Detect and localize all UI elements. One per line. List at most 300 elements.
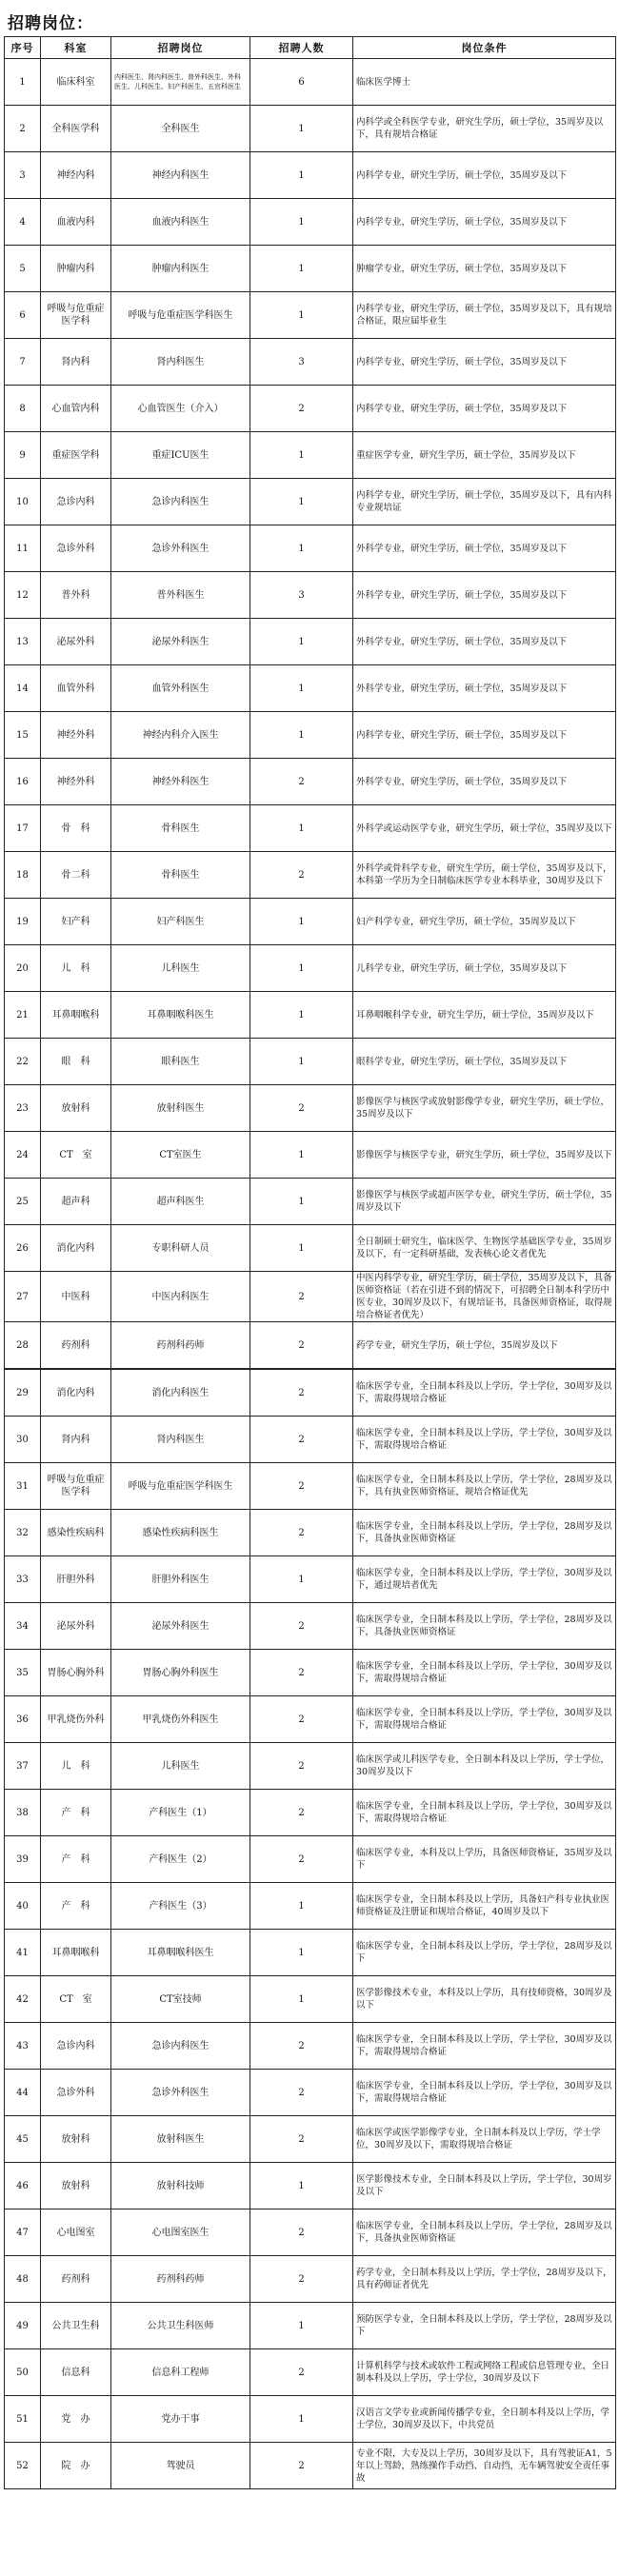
cell-count: 1 (250, 2163, 353, 2209)
cell-position: 普外科医生 (111, 572, 250, 619)
cell-requirement: 药学专业，全日制本科及以上学历，学士学位，28周岁及以下，具有药师证者优先 (353, 2256, 616, 2303)
cell-department: 公共卫生科 (41, 2303, 111, 2349)
cell-requirement: 内科学专业，研究生学历，硕士学位，35周岁及以下 (353, 152, 616, 199)
cell-position: 重症ICU医生 (111, 432, 250, 479)
cell-number: 7 (5, 339, 41, 386)
cell-department: 肿瘤内科 (41, 246, 111, 292)
cell-count: 1 (250, 199, 353, 246)
cell-department: 耳鼻咽喉科 (41, 1930, 111, 1976)
cell-count: 2 (250, 759, 353, 805)
cell-count: 2 (250, 1603, 353, 1650)
cell-requirement: 妇产科学专业，研究生学历，硕士学位，35周岁及以下 (353, 899, 616, 945)
cell-position: 信息科工程师 (111, 2349, 250, 2396)
cell-department: 普外科 (41, 572, 111, 619)
cell-number: 11 (5, 525, 41, 572)
table-row (5, 1510, 616, 1556)
cell-department: 产 科 (41, 1883, 111, 1930)
cell-position: 党办干事 (111, 2396, 250, 2443)
cell-department: 耳鼻咽喉科 (41, 992, 111, 1039)
cell-number: 13 (5, 619, 41, 665)
cell-position: 骨科医生 (111, 805, 250, 852)
cell-department: 临床科室 (41, 59, 111, 106)
cell-department: 信息科 (41, 2349, 111, 2396)
cell-requirement: 临床医学专业，全日制本科及以上学历，学士学位，30周岁及以下，通过规培者优先 (353, 1556, 616, 1603)
table-row (5, 1556, 616, 1603)
cell-requirement: 药学专业，研究生学历，硕士学位，35周岁及以下 (353, 1322, 616, 1370)
cell-count: 1 (250, 1930, 353, 1976)
cell-department: 骨 科 (41, 805, 111, 852)
cell-department: 肾内科 (41, 339, 111, 386)
cell-number: 44 (5, 2070, 41, 2116)
table-row (5, 1463, 616, 1510)
cell-count: 1 (250, 2396, 353, 2443)
table-header-row (5, 37, 616, 59)
cell-department: 妇产科 (41, 899, 111, 945)
table-row (5, 1976, 616, 2023)
cell-number: 29 (5, 1369, 41, 1417)
table-row (5, 1417, 616, 1463)
cell-department: 神经外科 (41, 759, 111, 805)
cell-requirement: 医学影像技术专业，本科及以上学历，具有技师资格，30周岁及以下 (353, 1976, 616, 2023)
table-body (5, 59, 616, 2489)
cell-number: 49 (5, 2303, 41, 2349)
cell-department: 心血管内科 (41, 386, 111, 432)
cell-number: 8 (5, 386, 41, 432)
cell-requirement: 医学影像技术专业，全日制本科及以上学历，学士学位，30周岁及以下 (353, 2163, 616, 2209)
cell-position: 儿科医生 (111, 945, 250, 992)
cell-number: 18 (5, 852, 41, 899)
cell-requirement: 临床医学专业，本科及以上学历，具备医师资格证，35周岁及以下 (353, 1836, 616, 1883)
cell-position: 感染性疾病科医生 (111, 1510, 250, 1556)
table-row (5, 2303, 616, 2349)
table-row (5, 525, 616, 572)
cell-position: 产科医生（2） (111, 1836, 250, 1883)
table-row (5, 152, 616, 199)
table-row (5, 2256, 616, 2303)
cell-count: 1 (250, 1556, 353, 1603)
table-row (5, 246, 616, 292)
cell-count: 1 (250, 432, 353, 479)
cell-position: 放射科技师 (111, 2163, 250, 2209)
cell-department: 消化内科 (41, 1369, 111, 1417)
cell-position: 血液内科医生 (111, 199, 250, 246)
table-row (5, 2209, 616, 2256)
cell-number: 42 (5, 1976, 41, 2023)
cell-requirement: 全日制硕士研究生，临床医学、生物医学基础医学专业，35周岁及以下，有一定科研基础，发表核心论文者优先 (353, 1225, 616, 1272)
table-row (5, 2023, 616, 2070)
cell-position: 超声科医生 (111, 1179, 250, 1225)
cell-count: 1 (250, 712, 353, 759)
cell-department: 放射科 (41, 1085, 111, 1132)
cell-requirement: 临床医学专业，全日制本科及以上学历，学士学位，28周岁及以下，具备执业医师资格证 (353, 1510, 616, 1556)
cell-position: 胃肠心胸外科医生 (111, 1650, 250, 1696)
cell-count: 2 (250, 852, 353, 899)
table-row (5, 712, 616, 759)
recruitment-table (4, 36, 616, 2489)
cell-department: 血液内科 (41, 199, 111, 246)
table-row (5, 1085, 616, 1132)
cell-requirement: 眼科学专业，研究生学历，硕士学位，35周岁及以下 (353, 1039, 616, 1085)
cell-department: 呼吸与危重症医学科 (41, 292, 111, 339)
cell-position: 消化内科医生 (111, 1369, 250, 1417)
cell-count: 2 (250, 2349, 353, 2396)
table-row (5, 1836, 616, 1883)
cell-count: 2 (250, 2209, 353, 2256)
cell-count: 2 (250, 1369, 353, 1417)
cell-position: CT室医生 (111, 1132, 250, 1179)
cell-department: 全科医学科 (41, 106, 111, 152)
table-row (5, 1696, 616, 1743)
cell-department: 神经外科 (41, 712, 111, 759)
cell-position: 心电图室医生 (111, 2209, 250, 2256)
cell-count: 1 (250, 619, 353, 665)
cell-department: 急诊外科 (41, 525, 111, 572)
cell-department: 儿 科 (41, 1743, 111, 1790)
cell-department: 泌尿外科 (41, 1603, 111, 1650)
cell-position: 放射科医生 (111, 2116, 250, 2163)
cell-department: 药剂科 (41, 1322, 111, 1370)
cell-number: 12 (5, 572, 41, 619)
cell-department: 心电图室 (41, 2209, 111, 2256)
cell-requirement: 临床医学专业，全日制本科及以上学历，学士学位，28周岁及以下 (353, 1930, 616, 1976)
cell-number: 4 (5, 199, 41, 246)
cell-position: 放射科医生 (111, 1085, 250, 1132)
cell-position: 甲乳烧伤外科医生 (111, 1696, 250, 1743)
cell-position: 肝胆外科医生 (111, 1556, 250, 1603)
cell-count: 3 (250, 339, 353, 386)
cell-number: 19 (5, 899, 41, 945)
cell-department: 急诊外科 (41, 2070, 111, 2116)
cell-count: 2 (250, 1743, 353, 1790)
cell-position: 产科医生（1） (111, 1790, 250, 1836)
cell-requirement: 汉语言文学专业或新闻传播学专业，全日制本科及以上学历，学士学位，30周岁及以下，中共党员 (353, 2396, 616, 2443)
cell-count: 1 (250, 2303, 353, 2349)
cell-number: 30 (5, 1417, 41, 1463)
cell-count: 1 (250, 945, 353, 992)
cell-department: 血管外科 (41, 665, 111, 712)
cell-position: 急诊内科医生 (111, 479, 250, 525)
cell-requirement: 临床医学专业，全日制本科及以上学历，学士学位，30周岁及以下，需取得规培合格证 (353, 1790, 616, 1836)
table-row (5, 619, 616, 665)
cell-position: 骨科医生 (111, 852, 250, 899)
cell-position: 肾内科医生 (111, 1417, 250, 1463)
table-row (5, 945, 616, 992)
table-row (5, 992, 616, 1039)
cell-requirement: 临床医学或儿科医学专业，全日制本科及以上学历，学士学位，30周岁及以下 (353, 1743, 616, 1790)
table-row (5, 1743, 616, 1790)
cell-department: 放射科 (41, 2163, 111, 2209)
cell-count: 2 (250, 2070, 353, 2116)
cell-count: 2 (250, 386, 353, 432)
cell-count: 1 (250, 992, 353, 1039)
table-row (5, 899, 616, 945)
cell-number: 38 (5, 1790, 41, 1836)
cell-count: 2 (250, 1463, 353, 1510)
cell-number: 35 (5, 1650, 41, 1696)
cell-department: 肝胆外科 (41, 1556, 111, 1603)
cell-position: 泌尿外科医生 (111, 619, 250, 665)
table-row (5, 1225, 616, 1272)
cell-count: 1 (250, 106, 353, 152)
table-row (5, 386, 616, 432)
cell-department: 重症医学科 (41, 432, 111, 479)
cell-count: 1 (250, 1976, 353, 2023)
cell-number: 23 (5, 1085, 41, 1132)
cell-number: 39 (5, 1836, 41, 1883)
cell-position: 急诊内科医生 (111, 2023, 250, 2070)
cell-requirement: 中医内科学专业，研究生学历，硕士学位，35周岁及以下，具备医师资格证（若在引进不到的情况下，可招聘全日制本科学历中医专业，30周岁及以下，有规培证书，具备医师资格证，取得规培合格证者优先） (353, 1272, 616, 1322)
cell-count: 1 (250, 899, 353, 945)
table-row (5, 1650, 616, 1696)
cell-count: 2 (250, 1650, 353, 1696)
cell-department: 消化内科 (41, 1225, 111, 1272)
cell-position: 产科医生（3） (111, 1883, 250, 1930)
table-row (5, 199, 616, 246)
cell-requirement: 内科学专业，研究生学历，硕士学位，35周岁及以下 (353, 199, 616, 246)
cell-number: 41 (5, 1930, 41, 1976)
cell-requirement: 临床医学专业，全日制本科及以上学历，学士学位，28周岁及以下，具备执业医师资格证 (353, 1603, 616, 1650)
cell-count: 1 (250, 1225, 353, 1272)
cell-number: 26 (5, 1225, 41, 1272)
cell-requirement: 外科学或运动医学专业，研究生学历，硕士学位，35周岁及以下 (353, 805, 616, 852)
table-row (5, 1322, 616, 1370)
cell-position: 心血管医生（介入） (111, 386, 250, 432)
cell-position: 肿瘤内科医生 (111, 246, 250, 292)
cell-number: 51 (5, 2396, 41, 2443)
table-row (5, 1179, 616, 1225)
header-count: 招聘人数 (250, 37, 353, 59)
cell-count: 2 (250, 1322, 353, 1370)
cell-number: 5 (5, 246, 41, 292)
cell-position: 药剂科药师 (111, 1322, 250, 1370)
cell-requirement: 临床医学或医学影像学专业，全日制本科及以上学历，学士学位，30周岁及以下，需取得规培合格证 (353, 2116, 616, 2163)
header-requirement: 岗位条件 (353, 37, 616, 59)
cell-position: 妇产科医生 (111, 899, 250, 945)
cell-number: 43 (5, 2023, 41, 2070)
cell-department: CT 室 (41, 1976, 111, 2023)
cell-requirement: 外科学专业，研究生学历，硕士学位，35周岁及以下 (353, 572, 616, 619)
cell-department: 甲乳烧伤外科 (41, 1696, 111, 1743)
cell-number: 14 (5, 665, 41, 712)
cell-number: 47 (5, 2209, 41, 2256)
cell-number: 40 (5, 1883, 41, 1930)
cell-number: 22 (5, 1039, 41, 1085)
cell-requirement: 重症医学专业，研究生学历，硕士学位，35周岁及以下 (353, 432, 616, 479)
cell-requirement: 临床医学专业，全日制本科及以上学历，学士学位，30周岁及以下，需取得规培合格证 (353, 1417, 616, 1463)
cell-number: 32 (5, 1510, 41, 1556)
cell-number: 9 (5, 432, 41, 479)
cell-requirement: 专业不限，大专及以上学历，30周岁及以下，具有驾驶证A1，5年以上驾龄，熟练操作手动挡、自动挡，无车辆驾驶安全责任事故 (353, 2443, 616, 2489)
cell-requirement: 内科学专业，研究生学历，硕士学位，35周岁及以下，具有规培合格证，限应届毕业生 (353, 292, 616, 339)
cell-number: 27 (5, 1272, 41, 1322)
cell-number: 16 (5, 759, 41, 805)
cell-count: 6 (250, 59, 353, 106)
cell-requirement: 肿瘤学专业，研究生学历，硕士学位，35周岁及以下 (353, 246, 616, 292)
table-row (5, 2070, 616, 2116)
cell-count: 1 (250, 152, 353, 199)
cell-requirement: 临床医学专业，全日制本科及以上学历，学士学位，28周岁及以下，具备执业医师资格证 (353, 2209, 616, 2256)
cell-position: 泌尿外科医生 (111, 1603, 250, 1650)
cell-count: 1 (250, 1132, 353, 1179)
table-row (5, 1039, 616, 1085)
cell-requirement: 外科学专业，研究生学历，硕士学位，35周岁及以下 (353, 619, 616, 665)
table-row (5, 665, 616, 712)
cell-requirement: 临床医学专业，全日制本科及以上学历，学士学位，30周岁及以下，需取得规培合格证 (353, 2023, 616, 2070)
cell-department: 感染性疾病科 (41, 1510, 111, 1556)
cell-count: 1 (250, 1179, 353, 1225)
page-title: 招聘岗位： (8, 14, 93, 33)
cell-requirement: 内科学专业，研究生学历，硕士学位，35周岁及以下，具有内科专业规培证 (353, 479, 616, 525)
cell-count: 2 (250, 2116, 353, 2163)
cell-count: 2 (250, 1790, 353, 1836)
cell-department: CT 室 (41, 1132, 111, 1179)
cell-count: 1 (250, 246, 353, 292)
cell-department: 儿 科 (41, 945, 111, 992)
cell-requirement: 内科学专业，研究生学历，硕士学位，35周岁及以下 (353, 386, 616, 432)
cell-number: 50 (5, 2349, 41, 2396)
header-department: 科室 (41, 37, 111, 59)
table-row (5, 1883, 616, 1930)
header-position: 招聘岗位 (111, 37, 250, 59)
cell-position: 耳鼻咽喉科医生 (111, 992, 250, 1039)
cell-requirement: 影像医学与核医学或超声医学专业，研究生学历，硕士学位，35周岁及以下 (353, 1179, 616, 1225)
cell-number: 10 (5, 479, 41, 525)
table-row (5, 106, 616, 152)
cell-number: 52 (5, 2443, 41, 2489)
cell-count: 1 (250, 479, 353, 525)
cell-department: 急诊内科 (41, 2023, 111, 2070)
cell-requirement: 临床医学专业，全日制本科及以上学历，学士学位，30周岁及以下，需取得规培合格证 (353, 1696, 616, 1743)
table-row (5, 59, 616, 106)
cell-position: 急诊外科医生 (111, 525, 250, 572)
cell-number: 15 (5, 712, 41, 759)
cell-requirement: 临床医学专业，全日制本科及以上学历，学士学位，30周岁及以下，需取得规培合格证 (353, 1369, 616, 1417)
cell-count: 1 (250, 525, 353, 572)
cell-department: 神经内科 (41, 152, 111, 199)
cell-position: 急诊外科医生 (111, 2070, 250, 2116)
table-row (5, 2396, 616, 2443)
table-row (5, 1132, 616, 1179)
cell-department: 党 办 (41, 2396, 111, 2443)
cell-number: 28 (5, 1322, 41, 1370)
cell-requirement: 影像医学与核医学专业，研究生学历，硕士学位，35周岁及以下 (353, 1132, 616, 1179)
table-row (5, 292, 616, 339)
cell-position: 血管外科医生 (111, 665, 250, 712)
table-row (5, 432, 616, 479)
cell-number: 48 (5, 2256, 41, 2303)
cell-department: 肾内科 (41, 1417, 111, 1463)
cell-number: 21 (5, 992, 41, 1039)
cell-count: 2 (250, 1696, 353, 1743)
cell-count: 1 (250, 665, 353, 712)
cell-position: 呼吸与危重症医学科医生 (111, 292, 250, 339)
cell-number: 2 (5, 106, 41, 152)
cell-count: 2 (250, 2023, 353, 2070)
table-row (5, 1369, 616, 1417)
cell-position: 公共卫生科医师 (111, 2303, 250, 2349)
cell-position: 专职科研人员 (111, 1225, 250, 1272)
cell-count: 2 (250, 1272, 353, 1322)
cell-position: 神经内科医生 (111, 152, 250, 199)
cell-count: 3 (250, 572, 353, 619)
cell-number: 17 (5, 805, 41, 852)
cell-number: 6 (5, 292, 41, 339)
cell-position: 呼吸与危重症医学科医生 (111, 1463, 250, 1510)
cell-requirement: 内科学专业，研究生学历，硕士学位，35周岁及以下 (353, 339, 616, 386)
cell-department: 超声科 (41, 1179, 111, 1225)
cell-department: 院 办 (41, 2443, 111, 2489)
cell-count: 1 (250, 292, 353, 339)
cell-department: 中医科 (41, 1272, 111, 1322)
cell-position: 神经外科医生 (111, 759, 250, 805)
cell-number: 24 (5, 1132, 41, 1179)
cell-position: 神经内科介入医生 (111, 712, 250, 759)
cell-department: 产 科 (41, 1790, 111, 1836)
cell-requirement: 临床医学专业，全日制本科及以上学历，学士学位，28周岁及以下，具有执业医师资格证，规培合格证优先 (353, 1463, 616, 1510)
cell-position: 眼科医生 (111, 1039, 250, 1085)
table-row (5, 2163, 616, 2209)
cell-requirement: 外科学专业，研究生学历，硕士学位，35周岁及以下 (353, 525, 616, 572)
cell-number: 37 (5, 1743, 41, 1790)
cell-number: 20 (5, 945, 41, 992)
cell-number: 36 (5, 1696, 41, 1743)
table-row (5, 852, 616, 899)
cell-requirement: 临床医学博士 (353, 59, 616, 106)
cell-department: 放射科 (41, 2116, 111, 2163)
cell-count: 2 (250, 1510, 353, 1556)
cell-number: 34 (5, 1603, 41, 1650)
cell-department: 泌尿外科 (41, 619, 111, 665)
cell-requirement: 外科学或骨科学专业，研究生学历，硕士学位，35周岁及以下，本科第一学历为全日制临床医学专业本科毕业，30周岁及以下 (353, 852, 616, 899)
cell-count: 2 (250, 2256, 353, 2303)
cell-number: 25 (5, 1179, 41, 1225)
cell-position: 耳鼻咽喉科医生 (111, 1930, 250, 1976)
cell-requirement: 预防医学专业，全日制本科及以上学历，学士学位，28周岁及以下 (353, 2303, 616, 2349)
cell-position: 儿科医生 (111, 1743, 250, 1790)
cell-department: 眼 科 (41, 1039, 111, 1085)
cell-position: 药剂科药师 (111, 2256, 250, 2303)
cell-position: CT室技师 (111, 1976, 250, 2023)
table-row (5, 2443, 616, 2489)
cell-requirement: 外科学专业，研究生学历，硕士学位，35周岁及以下 (353, 665, 616, 712)
cell-count: 1 (250, 805, 353, 852)
cell-requirement: 内科学专业，研究生学历，硕士学位，35周岁及以下 (353, 712, 616, 759)
cell-count: 1 (250, 1039, 353, 1085)
cell-requirement: 耳鼻咽喉科学专业，研究生学历，硕士学位，35周岁及以下 (353, 992, 616, 1039)
cell-department: 呼吸与危重症医学科 (41, 1463, 111, 1510)
cell-requirement: 计算机科学与技术或软件工程或网络工程或信息管理专业，全日制本科及以上学历，学士学位，30周岁及以下 (353, 2349, 616, 2396)
header-number: 序号 (5, 37, 41, 59)
cell-position: 全科医生 (111, 106, 250, 152)
cell-requirement: 临床医学专业，全日制本科及以上学历，学士学位，30周岁及以下，需取得规培合格证 (353, 1650, 616, 1696)
table-row (5, 339, 616, 386)
table-row (5, 805, 616, 852)
table-row (5, 572, 616, 619)
cell-department: 急诊内科 (41, 479, 111, 525)
cell-number: 45 (5, 2116, 41, 2163)
cell-department: 药剂科 (41, 2256, 111, 2303)
cell-department: 产 科 (41, 1836, 111, 1883)
cell-number: 3 (5, 152, 41, 199)
cell-requirement: 内科学或全科医学专业，研究生学历，硕士学位，35周岁及以下，具有规培合格证 (353, 106, 616, 152)
table-row (5, 1603, 616, 1650)
cell-count: 2 (250, 2443, 353, 2489)
table-row (5, 479, 616, 525)
cell-department: 胃肠心胸外科 (41, 1650, 111, 1696)
cell-number: 33 (5, 1556, 41, 1603)
cell-position: 驾驶员 (111, 2443, 250, 2489)
cell-requirement: 临床医学专业，全日制本科及以上学历，具备妇产科专业执业医师资格证及注册证和规培合格证，40周岁及以下 (353, 1883, 616, 1930)
